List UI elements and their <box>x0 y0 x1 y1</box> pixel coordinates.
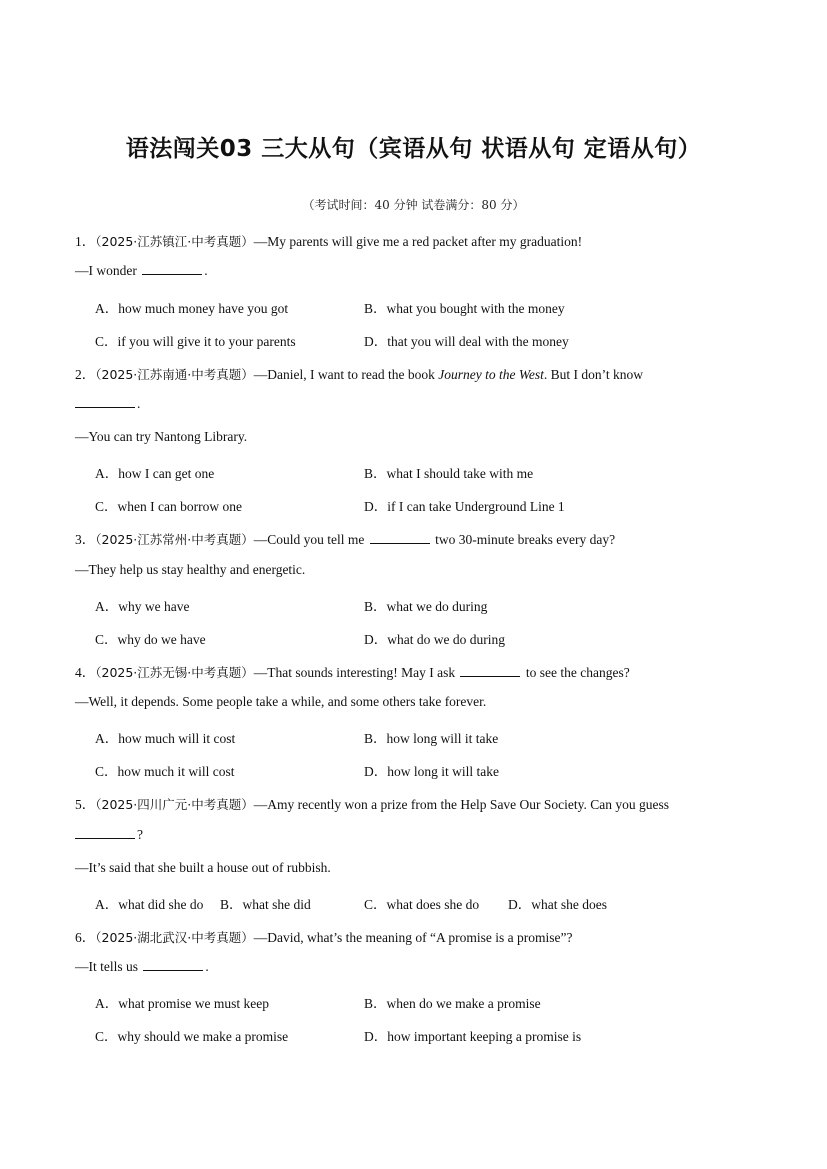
question-number: 5． <box>75 797 96 812</box>
question-text: —Could you tell me <box>253 532 365 547</box>
question-number: 3． <box>75 532 96 547</box>
reply-punct: . <box>204 263 208 278</box>
option-d: D．how long it will take <box>364 764 499 779</box>
option-b: B．what you bought with the money <box>364 301 565 316</box>
question-source: （2025·江苏常州·中考真题） <box>95 532 254 547</box>
option-b: B．when do we make a promise <box>364 996 541 1011</box>
question-1-reply <box>75 263 208 279</box>
question-number: 1． <box>75 234 96 249</box>
option-c: C．when I can borrow one <box>95 499 242 514</box>
question-number: 2． <box>75 367 96 382</box>
question-number: 6． <box>75 930 96 945</box>
exam-info: （考试时间：40 分钟 试卷满分：80 分） <box>302 198 525 212</box>
question-text: —That sounds interesting! May I ask <box>253 665 456 680</box>
option-d: D．if I can take Underground Line 1 <box>364 499 565 514</box>
answer-blank <box>142 273 202 275</box>
option-a: A．why we have <box>95 599 190 614</box>
question-source: （2025·江苏镇江·中考真题） <box>95 234 254 249</box>
answer-blank <box>460 675 520 677</box>
question-4-reply: —Well, it depends. Some people take a while, and some others take forever. <box>75 694 487 709</box>
question-text: —Daniel, I want to read the book <box>253 367 439 382</box>
option-b: B．how long will it take <box>364 731 499 746</box>
option-c: C．how much it will cost <box>95 764 235 779</box>
question-text-end: two 30-minute breaks every day? <box>435 532 616 547</box>
question-5 <box>75 793 669 813</box>
question-text: —David, what’s the meaning of “A promise is a promise”? <box>253 930 573 945</box>
question-6 <box>75 926 572 946</box>
page-title: 语法闯关03 三大从句（宾语从句 状语从句 定语从句） <box>125 136 702 162</box>
question-source: （2025·江苏南通·中考真题） <box>95 367 254 382</box>
question-text-end: to see the changes? <box>525 665 630 680</box>
reply-text: —I wonder <box>75 263 137 278</box>
option-a: A．how much will it cost <box>95 731 236 746</box>
answer-blank <box>143 969 203 971</box>
question-2 <box>75 363 643 383</box>
answer-blank <box>370 542 430 544</box>
question-6-reply <box>75 959 209 975</box>
option-d: D．what she does <box>508 897 607 912</box>
question-source: （2025·湖北武汉·中考真题） <box>95 930 254 945</box>
question-source: （2025·四川广元·中考真题） <box>95 797 254 812</box>
question-4 <box>75 661 630 681</box>
question-source: （2025·江苏无锡·中考真题） <box>95 665 254 680</box>
option-c: C．if you will give it to your parents <box>95 334 296 349</box>
answer-blank <box>75 837 135 839</box>
option-d: D．that you will deal with the money <box>364 334 569 349</box>
option-a: A．what did she do <box>95 897 204 912</box>
option-c: C．why should we make a promise <box>95 1029 289 1044</box>
option-d: D．how important keeping a promise is <box>364 1029 582 1044</box>
question-text: —My parents will give me a red packet after my graduation! <box>253 234 583 249</box>
question-5-continued <box>75 827 143 843</box>
question-3 <box>75 528 615 548</box>
option-c: C．what does she do <box>364 897 480 912</box>
question-punct: . <box>137 396 141 411</box>
book-title: Journey to the West <box>438 367 544 382</box>
question-2-reply: —You can try Nantong Library. <box>75 429 248 444</box>
question-1 <box>75 230 582 250</box>
question-3-reply: —They help us stay healthy and energetic. <box>75 562 306 577</box>
question-text: —Amy recently won a prize from the Help Save Our Society. Can you guess <box>253 797 670 812</box>
reply-text: —It tells us <box>75 959 138 974</box>
option-b: B．what we do during <box>364 599 488 614</box>
question-text-end: . But I don’t know <box>543 367 643 382</box>
question-2-continued <box>75 396 140 412</box>
question-5-reply: —It’s said that she built a house out of rubbish. <box>75 860 331 875</box>
option-a: A．how much money have you got <box>95 301 289 316</box>
reply-punct: . <box>205 959 209 974</box>
option-a: A．what promise we must keep <box>95 996 269 1011</box>
option-d: D．what do we do during <box>364 632 505 647</box>
question-number: 4． <box>75 665 96 680</box>
option-b: B．what I should take with me <box>364 466 534 481</box>
question-punct: ? <box>137 827 143 842</box>
option-b: B．what she did <box>220 897 311 912</box>
option-a: A．how I can get one <box>95 466 215 481</box>
answer-blank <box>75 406 135 408</box>
option-c: C．why do we have <box>95 632 206 647</box>
